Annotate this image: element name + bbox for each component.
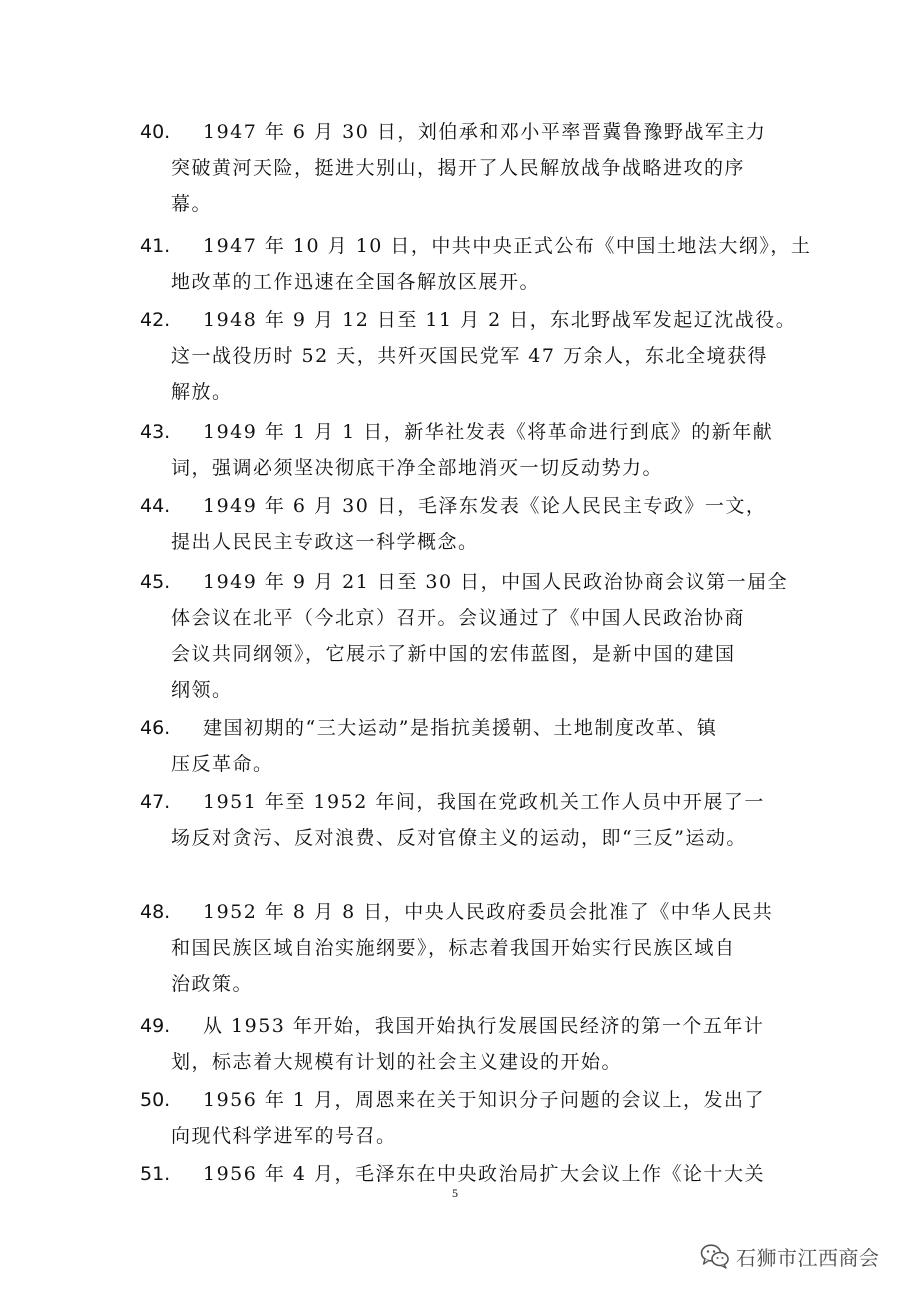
item-number: 44.	[140, 495, 171, 517]
item-number: 49.	[140, 1015, 171, 1037]
item-text-line: 1956 年 1 月，周恩来在关于知识分子问题的会议上，发出了	[203, 1089, 766, 1111]
item-text-line: 这一战役历时 52 天，共歼灭国民党军 47 万余人，东北全境获得	[171, 345, 769, 367]
item-text-line: 词，强调必须坚决彻底干净全部地消灭一切反动势力。	[171, 457, 664, 479]
item-text-line: 1948 年 9 月 12 日至 11 月 2 日，东北野战军发起辽沈战役。	[203, 309, 797, 331]
item-text-line: 1949 年 1 月 1 日，新华社发表《将革命进行到底》的新年献	[203, 421, 774, 443]
item-text-line: 1947 年 6 月 30 日，刘伯承和邓小平率晋冀鲁豫野战军主力	[203, 121, 767, 143]
item-number: 48.	[140, 901, 171, 923]
item-text-line: 纲领。	[171, 679, 233, 701]
item-number: 43.	[140, 421, 171, 443]
item-text-line: 和国民族区域自治实施纲要》，标志着我国开始实行民族区域自	[171, 937, 736, 959]
item-text-line: 从 1953 年开始，我国开始执行发展国民经济的第一个五年计	[203, 1015, 765, 1037]
item-number: 46.	[140, 717, 171, 739]
item-text-line: 压反革命。	[171, 753, 274, 775]
item-text-line: 会议共同纲领》，它展示了新中国的宏伟蓝图，是新中国的建国	[171, 643, 736, 665]
item-text-line: 场反对贪污、反对浪费、反对官僚主义的运动，即“三反”运动。	[171, 827, 747, 849]
item-text-line: 向现代科学进军的号召。	[171, 1125, 397, 1147]
watermark-text: 石狮市江西商会	[736, 1245, 880, 1270]
item-text-line: 幕。	[171, 193, 213, 215]
item-text-line: 1947 年 10 月 10 日，中共中央正式公布《中国土地法大纲》，土	[203, 235, 812, 257]
item-text-line: 突破黄河天险，挺进大别山，揭开了人民解放战争战略进攻的序	[171, 157, 746, 179]
item-text-line: 体会议在北平（今北京）召开。会议通过了《中国人民政治协商	[171, 607, 746, 629]
item-text-line: 治政策。	[171, 973, 254, 995]
wechat-icon	[700, 1243, 730, 1269]
item-number: 50.	[140, 1089, 171, 1111]
item-number: 42.	[140, 309, 171, 331]
item-text-line: 1949 年 9 月 21 日至 30 日，中国人民政治协商会议第一届全	[203, 571, 789, 593]
item-text-line: 1951 年至 1952 年间，我国在党政机关工作人员中开展了一	[203, 791, 765, 813]
item-number: 41.	[140, 235, 171, 257]
item-text-line: 1949 年 6 月 30 日，毛泽东发表《论人民民主专政》一文，	[203, 495, 767, 517]
item-number: 51.	[140, 1163, 171, 1185]
item-text-line: 1956 年 4 月，毛泽东在中央政治局扩大会议上作《论十大关	[203, 1163, 766, 1185]
item-text-line: 地改革的工作迅速在全国各解放区展开。	[171, 271, 541, 293]
item-number: 40.	[140, 121, 171, 143]
item-text-line: 1952 年 8 月 8 日，中央人民政府委员会批准了《中华人民共	[203, 901, 774, 923]
item-text-line: 提出人民民主专政这一科学概念。	[171, 531, 479, 553]
watermark	[700, 1241, 880, 1271]
item-text-line: 划，标志着大规模有计划的社会主义建设的开始。	[171, 1051, 623, 1073]
page-number: 5	[452, 1186, 458, 1200]
item-number: 47.	[140, 791, 171, 813]
item-text-line: 建国初期的“三大运动”是指抗美援朝、土地制度改革、镇	[203, 717, 718, 739]
item-text-line: 解放。	[171, 381, 233, 403]
item-number: 45.	[140, 571, 171, 593]
